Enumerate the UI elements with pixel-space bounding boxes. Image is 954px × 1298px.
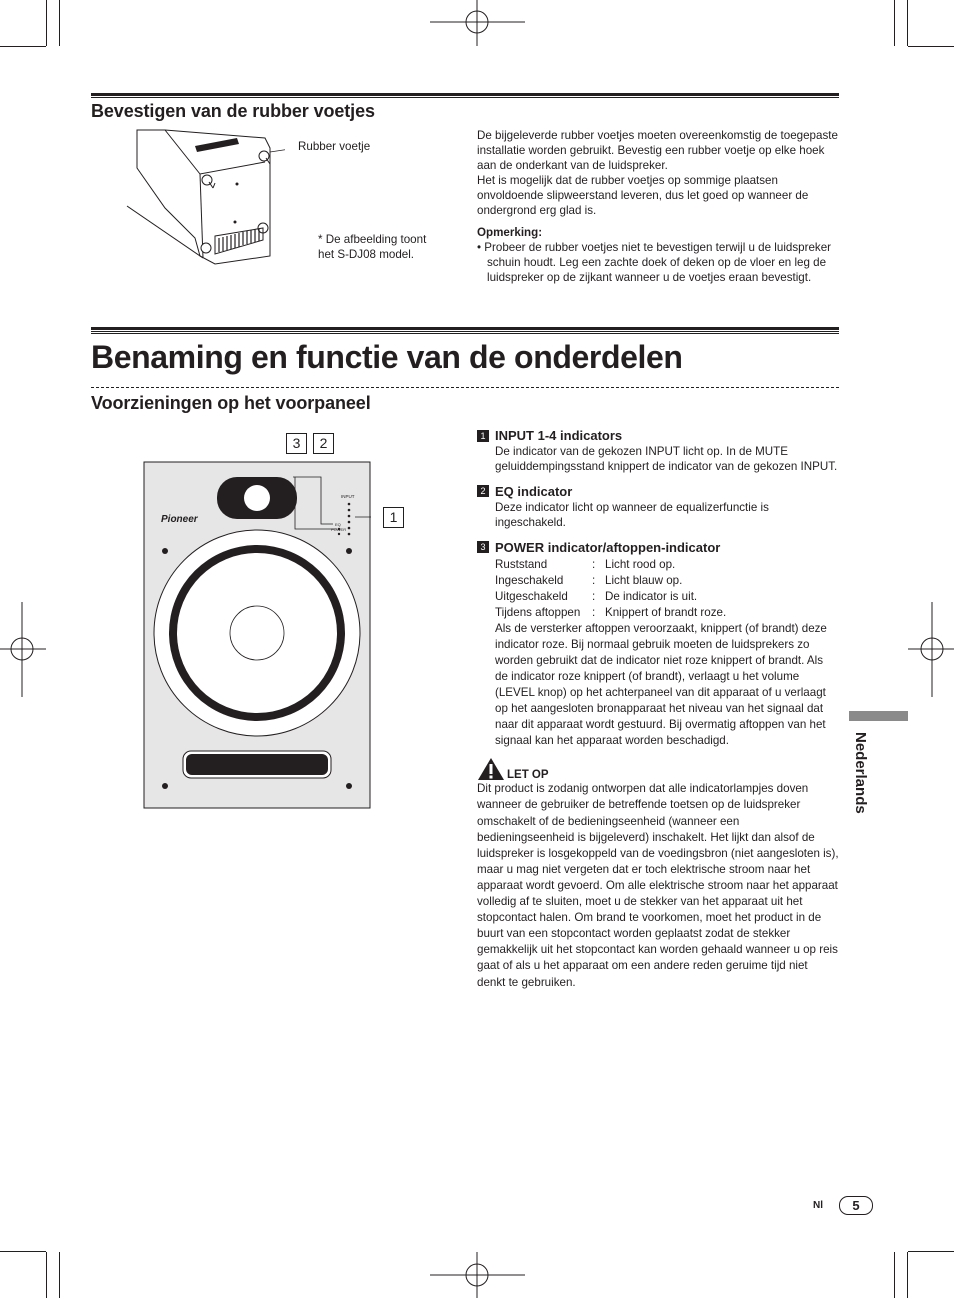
item-1-heading <box>477 428 839 443</box>
state-row: Tijdens aftoppen : Knippert of brandt roze. <box>495 605 727 619</box>
caution-heading <box>477 757 839 781</box>
state-value: Knippert of brandt roze. <box>605 605 727 619</box>
item-title: INPUT 1-4 indicators <box>495 428 623 443</box>
state-value: Licht blauw op. <box>605 573 683 587</box>
state-key: Uitgeschakeld <box>495 589 568 603</box>
caution-title: LET OP <box>507 769 549 782</box>
footer-language: Nl <box>813 1200 823 1211</box>
main-rule <box>91 327 839 332</box>
input-label: INPUT <box>341 494 355 499</box>
item-2-heading <box>477 484 839 499</box>
page-number: 5 <box>839 1196 873 1215</box>
callout-2: 2 <box>313 433 334 454</box>
state-key: Ingeschakeld <box>495 573 564 587</box>
note-title: Opmerking: <box>477 226 543 240</box>
state-key: Ruststand <box>495 557 548 571</box>
state-value: De indicator is uit. <box>605 589 698 603</box>
callout-1: 1 <box>383 507 404 528</box>
page-title: Benaming en functie van de onderdelen <box>91 339 683 375</box>
item-number: 1 <box>477 430 489 442</box>
paragraph: De bijgeleverde rubber voetjes moeten overeenkomstig de toegepaste installatie worden gebruikt. Bevestig een rubber voetje op elke hoek aan de onderkant van de luidspreker. <box>477 129 838 172</box>
item-title: POWER indicator/aftoppen-indicator <box>495 539 721 555</box>
item-3-heading <box>477 540 839 555</box>
rubber-feet-text <box>477 129 839 286</box>
warning-icon <box>477 757 505 781</box>
panel-items <box>477 428 839 991</box>
language-tab-label: Nederlands <box>852 732 869 814</box>
item-2-text: Deze indicator licht op wanneer de equalizerfunctie is ingeschakeld. <box>495 500 769 529</box>
paragraph: Het is mogelijk dat de rubber voetjes op sommige plaatsen onvoldoende slipweerstand leveren, dus let goed op wanneer de ondergrond erg glad is. <box>477 173 809 217</box>
section-rule <box>91 93 839 98</box>
power-states <box>477 557 839 621</box>
section-title-rubber-feet: Bevestigen van de rubber voetjes <box>91 101 375 121</box>
state-key: Tijdens aftoppen <box>495 605 581 619</box>
rubber-feet-illustration <box>125 128 285 268</box>
state-row: Ruststand : Licht rood op. <box>495 557 676 571</box>
main-rule-thin <box>91 333 839 334</box>
dashed-divider <box>91 387 839 388</box>
front-panel-illustration <box>143 461 371 810</box>
state-row: Uitgeschakeld : De indicator is uit. <box>495 589 698 603</box>
section-title-front-panel: Voorzieningen op het voorpaneel <box>91 393 371 413</box>
callout-3: 3 <box>286 433 307 454</box>
power-label: POWER <box>331 527 347 532</box>
item-number: 3 <box>477 541 489 553</box>
state-row: Ingeschakeld : Licht blauw op. <box>495 573 683 587</box>
item-title: EQ indicator <box>495 483 573 499</box>
language-tab-bar <box>849 711 908 721</box>
item-number: 2 <box>477 485 489 497</box>
eq-label: EQ <box>335 522 341 527</box>
state-value: Licht rood op. <box>605 557 676 571</box>
brand-logo: Pioneer <box>161 514 198 525</box>
registration-mark-bottom <box>430 1252 525 1298</box>
figure-note: * De afbeelding toont het S-DJ08 model. <box>318 233 427 261</box>
registration-mark-right <box>908 602 954 697</box>
registration-mark-top <box>430 0 525 46</box>
caution-text: Dit product is zodanig ontworpen dat alle indicatorlampjes doven wanneer de gebruiker de betreffende toetsen op de luidspreker omschakelt of de bedieningseenheid (wanneer een bedieningseenheid is bijgeleverd) inschakelt. Het lijkt dan alsof de luidspreker is losgekoppeld van de voedingsbron (niet aangesloten is), maar u mag niet vergeten dat er toch elektrische stroom naar het apparaat wordt gevoerd. Om alle elektrische stroom naar het apparaat volledig af te sluiten, moet u de stekker van het apparaat uit het stopcontact halen. Om brand te voorkomen, moet het product in de buurt van een stopcontact worden geplaatst zodat de stekker gemakkelijk uit het stopcontact kan worden gehaald wanneer u op reis gaat of als u het apparaat om een andere reden geruime tijd niet denkt te gebruiken. <box>477 782 839 989</box>
power-text: Als de versterker aftoppen veroorzaakt, knippert (of brandt) deze indicator roze. Bij normaal gebruik moeten de luidsprekers zo worden gebruikt dat de indicator niet roze knippert of brandt. Als de indicator roze knippert (of brandt), verlaagt u het volume (LEVEL knop) op het achterpaneel van dit apparaat of u verlaagt op het aangesloten bronapparaat het niveau van het signaal dat naar dit apparaat wordt gestuurd. Bij overmatig aftoppen van het signaal kan het apparaat worden beschadigd. <box>495 621 827 748</box>
item-1-text: De indicator van de gekozen INPUT licht op. In de MUTE geluiddempingsstand knippert de indicator van de gekozen INPUT. <box>495 445 838 473</box>
figure-label-rubber-foot: Rubber voetje <box>298 140 371 153</box>
note-text: • Probeer de rubber voetjes niet te bevestigen terwijl u de luidspreker schuin houdt. Leg een zachte doek of deken op de vloer en leg de luidspreker op de zijkant wanneer u de voetjes eraan bevestigt. <box>477 241 831 285</box>
registration-mark-left <box>0 602 46 697</box>
